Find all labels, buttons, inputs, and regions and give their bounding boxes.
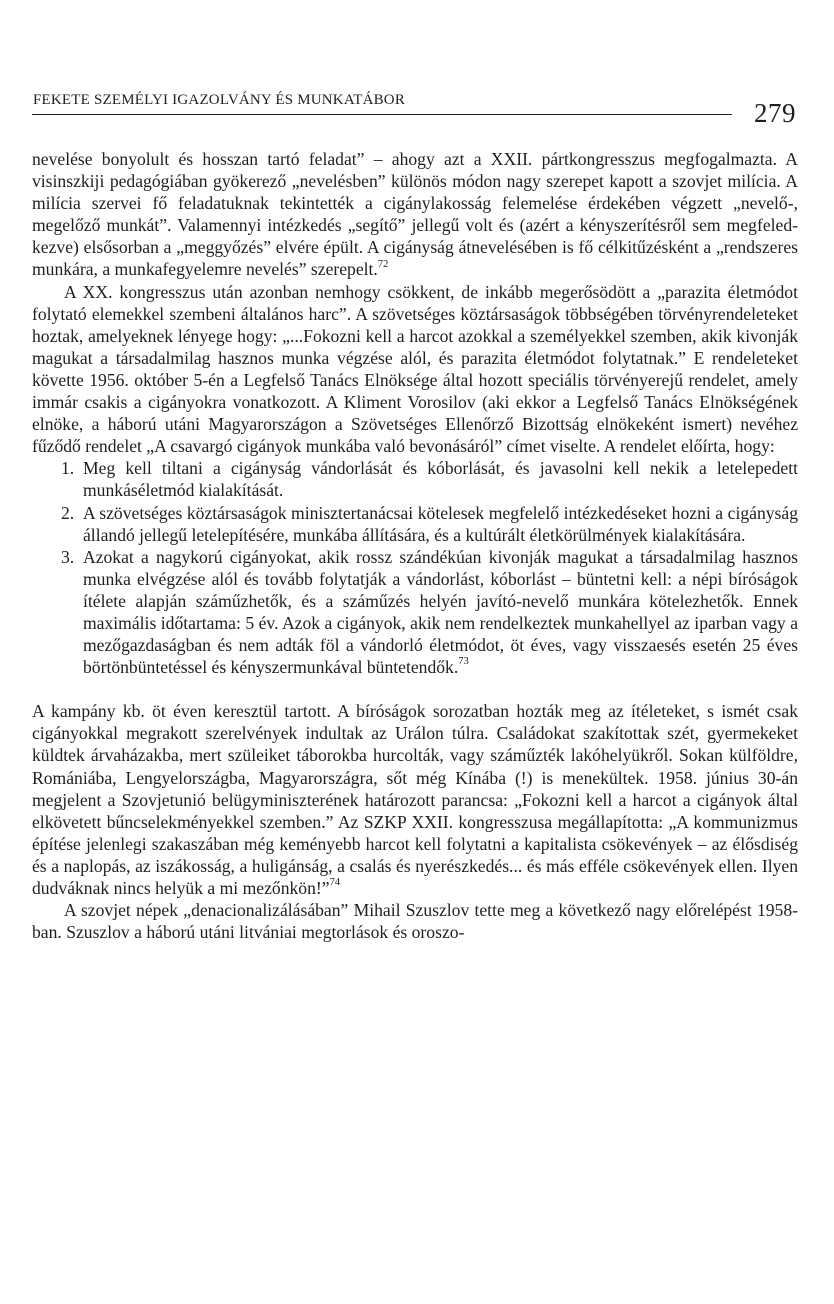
decree-list [32,457,798,678]
running-title: FEKETE SZEMÉLYI IGAZOLVÁNY ÉS MUNKATÁBOR [33,92,406,108]
paragraph-3-text: A kampány kb. öt éven keresztül tartott. A bíróságok sorozatban hozták meg az ítéleteket, s ismét csak cigányokkal megrakott szerelvények indultak az Urálon túlra. Családokat szakítottak szét, gyermekeket küldtek árvaházakba, mert szüleiket táborokba hurcolták, vagy száműzték lakóhelyükről. Sokan külföldre, Romániába, Lengyelországba, Magyarországra, sőt még Kínába (!) is menekültek. 1958. június 30-án megjelent a Szovjetunió belügyminiszterének határozott parancsa: „Fokozni kell a harcot a cigányok által elkövetett bűncselekményekkel szemben.” Az SZKP XXII. kongresszusa megállapította: „A kommunizmus építése jelenlegi szakaszában még keményebb harcot kell folytatni a kapitalista csökevények – az élősdiség és a naplopás, az iszákosság, a huligánság, a csalás és nyerészkedés... és más efféle csökevények ellen. Ilyen dudváknak nincs helyük a mi mezőnkön!” [32,701,798,898]
paragraph-4: A szovjet népek „denacionalizálásában” Mihail Szuszlov tette meg a következő nagy előrelépést 1958-ban. Szuszlov a háború utáni litvániai megtorlások és oroszo- [32,900,798,943]
body-text [32,148,798,943]
page-number: 279 [754,98,796,128]
book-page [32,0,798,1304]
section-gap [32,678,798,700]
paragraph-1-text: nevelése bonyolult és hosszan tartó feladat” – ahogy azt a XXII. pártkongresszus megfogalmazta. A visinszkiji pedagógiában gyökerező „nevelésben” különös módon nagy szerepet kapott a szovjet milícia. A milícia szervei fő feladatuknak tekintették a cigánylakosság felemelése érdekében végzett „nevelő-, megelőző munkát”. Valamennyi intézkedés „segítő” jellegű volt és (azért a kényszerítésről sem megfeledkezve) elsősorban a „meggyőzés” elvére épült. A cigányság átnevelésében is fő célkitűzésként a „rendszeres munkára, a munkafegyelemre nevelés” szerepelt. [32,149,798,280]
paragraph-2: A XX. kongresszus után azonban nemhogy csökkent, de inkább megerősödött a „parazita életmódot folytató elemekkel szembeni általános harc”. A szövetséges köztársaságok többségében törvényrendeleteket hoztak, amelyeknek lényege hogy: „...Fokozni kell a harcot azokkal a személyekkel szemben, akik kivonják magukat a társadalmilag hasznos munka végzése alól, és parazita életmódot folytatnak.” E rendeleteket követte 1956. október 5-én a Legfelső Tanács Elnöksége által hozott speciális törvényerejű rendelet, amely immár csakis a cigányokra vonatkozott. A Kliment Vorosilov (aki ekkor a Legfelső Tanács Elnökségének elnöke, a háború utáni Magyarországon a Szövetséges Ellenőrző Bizottság elnökeként ismert) nevéhez fűződő rendelet „A csavargó cigányok munkába való bevonásáról” címet viselte. A rendelet előírta, hogy: [32,281,798,457]
paragraph-1 [32,148,798,281]
decree-item-3 [61,546,798,679]
footnote-ref-72: 72 [377,258,389,270]
page-header [32,92,798,132]
footnote-ref-73: 73 [458,656,469,668]
decree-item-3-text: Azokat a nagykorú cigányokat, akik rossz szándékúan kivonják magukat a társadalmilag hasznos munka elvégzése alól és tovább folytatják a vándorlást, kóborlást – büntetni kell: a népi bíróságok ítélete alapján száműzhetők, és a száműzés helyén javító-nevelő munkára kötelezhetők. Ennek maximális időtartama: 5 év. Azok a cigányok, akik nem rendelkeztek munkahellyel az iparban vagy a mezőgazdaságban és nem adták föl a vándorló életmódot, öt éves, vagy visszaesés esetén 25 éves börtönbüntetéssel és kényszermunkával büntetendők. [83,546,798,678]
footnote-ref-74: 74 [329,877,341,889]
decree-item-2-text: A szövetséges köztársaságok minisztertanácsai kötelesek megfelelő intézkedéseket hozni a cigányság állandó jellegű letelepítésére, munkába állítására, és a kultúrált életkörülmények kialakítására. [83,502,798,545]
header-rule [32,114,732,115]
decree-item-3-number: 3. [61,546,75,567]
paragraph-3 [32,700,798,899]
decree-item-1 [61,457,798,501]
decree-item-1-number: 1. [61,458,75,479]
decree-item-1-text: Meg kell tiltani a cigányság vándorlását és kóborlását, és javasolni kell nekik a letelepedett munkáséletmód kialakítását. [83,458,798,501]
decree-item-2 [61,502,798,546]
decree-item-2-number: 2. [61,502,75,523]
